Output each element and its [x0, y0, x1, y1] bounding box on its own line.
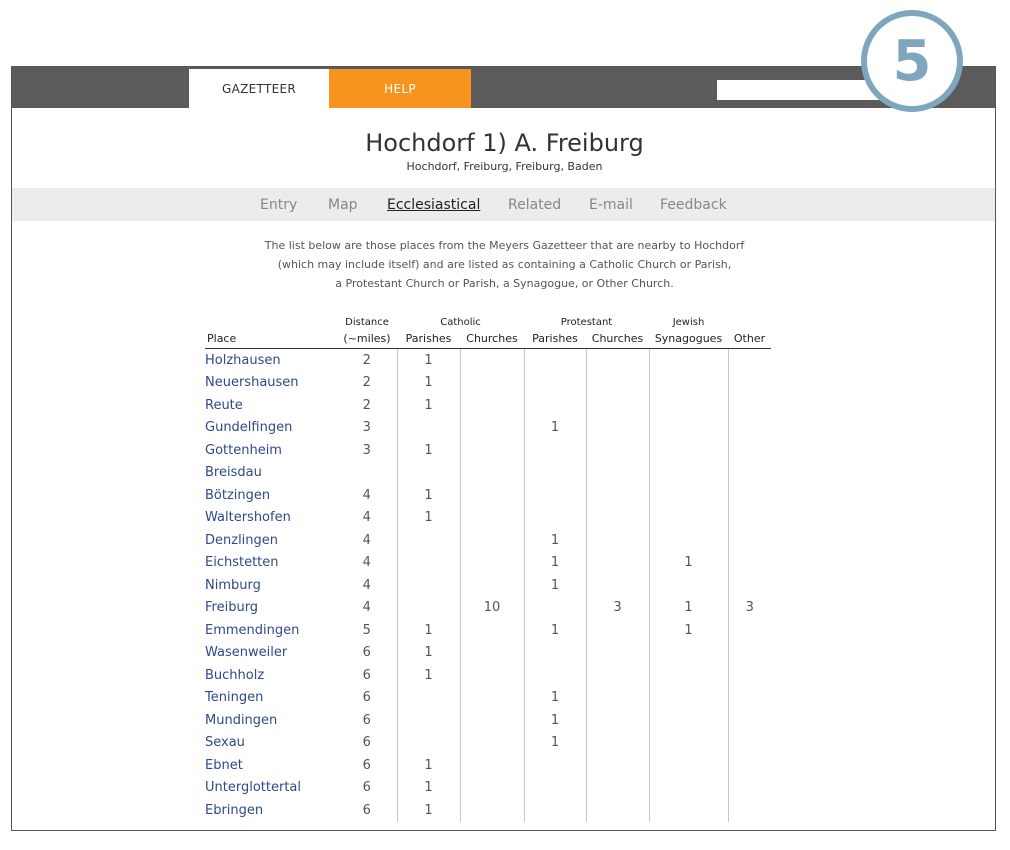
column-header-protestant-churches: Churches: [586, 328, 649, 349]
catholic-parishes-cell: [397, 529, 460, 552]
place-link[interactable]: Mundingen: [205, 712, 278, 728]
catholic-churches-cell: [460, 529, 524, 552]
catholic-churches-cell: [460, 619, 524, 642]
synagogues-cell: 1: [649, 552, 728, 575]
other-cell: [728, 754, 771, 777]
table-row: [205, 529, 771, 552]
catholic-parishes-cell: 1: [397, 394, 460, 417]
protestant-churches-cell: [586, 687, 649, 710]
search-input[interactable]: [717, 80, 887, 100]
place-link[interactable]: Reute: [205, 397, 243, 413]
place-link[interactable]: Unterglottertal: [205, 780, 301, 796]
other-cell: [728, 462, 771, 485]
ecclesiastical-table: [205, 310, 771, 822]
protestant-parishes-cell: [524, 372, 586, 395]
column-header-row: [205, 328, 771, 349]
catholic-parishes-cell: [397, 552, 460, 575]
catholic-churches-cell: [460, 484, 524, 507]
synagogues-cell: [649, 507, 728, 530]
protestant-churches-cell: [586, 799, 649, 822]
catholic-churches-cell: [460, 349, 524, 372]
catholic-parishes-cell: 1: [397, 439, 460, 462]
protestant-churches-cell: [586, 552, 649, 575]
synagogues-cell: [649, 799, 728, 822]
table-row: [205, 777, 771, 800]
protestant-churches-cell: [586, 484, 649, 507]
table-row: [205, 642, 771, 665]
group-header-jewish: Jewish: [672, 317, 705, 328]
distance-cell: 2: [362, 375, 371, 391]
step-number-badge: 5: [861, 10, 963, 112]
section-navigation: [12, 188, 995, 221]
other-cell: 3: [728, 597, 771, 620]
synagogues-cell: [649, 754, 728, 777]
other-cell: [728, 732, 771, 755]
synagogues-cell: [649, 732, 728, 755]
synagogues-cell: [649, 664, 728, 687]
protestant-churches-cell: [586, 732, 649, 755]
catholic-churches-cell: [460, 732, 524, 755]
nav-related[interactable]: Related: [508, 197, 562, 213]
catholic-churches-cell: [460, 799, 524, 822]
protestant-parishes-cell: 1: [524, 552, 586, 575]
protestant-parishes-cell: [524, 597, 586, 620]
other-cell: [728, 574, 771, 597]
catholic-parishes-cell: [397, 462, 460, 485]
distance-cell: 6: [362, 690, 371, 706]
other-cell: [728, 484, 771, 507]
protestant-parishes-cell: [524, 664, 586, 687]
table-row: [205, 619, 771, 642]
place-link[interactable]: Freiburg: [205, 600, 259, 616]
protestant-parishes-cell: 1: [524, 619, 586, 642]
table-row: [205, 799, 771, 822]
column-header-place: Place: [205, 328, 337, 349]
catholic-parishes-cell: [397, 574, 460, 597]
catholic-churches-cell: [460, 777, 524, 800]
place-link[interactable]: Breisdau: [205, 465, 262, 481]
other-cell: [728, 799, 771, 822]
distance-cell: 6: [362, 667, 371, 683]
nav-email[interactable]: E-mail: [589, 197, 633, 213]
distance-cell: 6: [362, 735, 371, 751]
table-row: [205, 394, 771, 417]
protestant-churches-cell: [586, 462, 649, 485]
table-row: [205, 754, 771, 777]
protestant-churches-cell: [586, 642, 649, 665]
place-link[interactable]: Holzhausen: [205, 352, 281, 368]
group-header-row: [205, 310, 771, 328]
synagogues-cell: [649, 462, 728, 485]
catholic-parishes-cell: 1: [397, 754, 460, 777]
table-body: [205, 349, 771, 822]
column-header-synagogues: Synagogues: [649, 328, 728, 349]
distance-cell: 4: [362, 600, 371, 616]
place-link[interactable]: Buchholz: [205, 667, 265, 683]
synagogues-cell: 1: [649, 597, 728, 620]
protestant-parishes-cell: 1: [524, 417, 586, 440]
protestant-churches-cell: [586, 709, 649, 732]
synagogues-cell: [649, 372, 728, 395]
tab-gazetteer[interactable]: GAZETTEER: [189, 69, 329, 108]
nav-ecclesiastical[interactable]: Ecclesiastical: [387, 197, 481, 213]
protestant-parishes-cell: 1: [524, 574, 586, 597]
protestant-churches-cell: [586, 349, 649, 372]
other-cell: [728, 439, 771, 462]
synagogues-cell: [649, 687, 728, 710]
catholic-churches-cell: 10: [460, 597, 524, 620]
group-header-distance: Distance: [345, 317, 389, 328]
distance-cell: 4: [362, 555, 371, 571]
other-cell: [728, 777, 771, 800]
place-link[interactable]: Eichstetten: [205, 555, 279, 571]
synagogues-cell: [649, 439, 728, 462]
catholic-parishes-cell: 1: [397, 642, 460, 665]
place-link[interactable]: Bötzingen: [205, 487, 271, 503]
place-link[interactable]: Neuershausen: [205, 375, 299, 391]
other-cell: [728, 664, 771, 687]
catholic-parishes-cell: [397, 732, 460, 755]
protestant-churches-cell: [586, 394, 649, 417]
table-row: [205, 732, 771, 755]
group-header-catholic: Catholic: [440, 317, 481, 328]
other-cell: [728, 372, 771, 395]
table-row: [205, 507, 771, 530]
nav-entry[interactable]: Entry: [260, 197, 298, 213]
distance-cell: 3: [362, 420, 371, 436]
place-link[interactable]: Teningen: [205, 690, 264, 706]
protestant-churches-cell: [586, 754, 649, 777]
synagogues-cell: [649, 574, 728, 597]
place-link[interactable]: Sexau: [205, 735, 245, 751]
protestant-parishes-cell: [524, 394, 586, 417]
catholic-parishes-cell: [397, 709, 460, 732]
other-cell: [728, 709, 771, 732]
catholic-parishes-cell: [397, 687, 460, 710]
description-line: (which may include itself) and are listed as containing a Catholic Church or Parish,: [277, 258, 732, 271]
top-navigation-bar: [12, 67, 995, 108]
synagogues-cell: [649, 349, 728, 372]
ecclesiastical-table-wrapper: [205, 310, 771, 822]
distance-cell: 4: [362, 510, 371, 526]
distance-cell: 6: [362, 757, 371, 773]
nav-feedback[interactable]: Feedback: [660, 197, 727, 213]
other-cell: [728, 507, 771, 530]
group-header-blank: [728, 310, 771, 328]
description-line: The list below are those places from the Meyers Gazetteer that are nearby to Hochdorf: [264, 239, 745, 252]
protestant-parishes-cell: 1: [524, 529, 586, 552]
protestant-parishes-cell: [524, 799, 586, 822]
page-title: Hochdorf 1) A. Freiburg: [365, 129, 644, 157]
page-subtitle: Hochdorf, Freiburg, Freiburg, Baden: [406, 160, 603, 173]
distance-cell: 6: [362, 712, 371, 728]
catholic-churches-cell: [460, 687, 524, 710]
protestant-parishes-cell: [524, 754, 586, 777]
distance-cell: 3: [362, 442, 371, 458]
catholic-churches-cell: [460, 417, 524, 440]
catholic-parishes-cell: 1: [397, 799, 460, 822]
table-row: [205, 552, 771, 575]
synagogues-cell: [649, 642, 728, 665]
catholic-churches-cell: [460, 754, 524, 777]
distance-cell: 4: [362, 487, 371, 503]
catholic-parishes-cell: [397, 417, 460, 440]
table-row: [205, 709, 771, 732]
protestant-parishes-cell: [524, 507, 586, 530]
protestant-parishes-cell: 1: [524, 732, 586, 755]
synagogues-cell: 1: [649, 619, 728, 642]
protestant-churches-cell: 3: [586, 597, 649, 620]
place-link[interactable]: Wasenweiler: [205, 645, 288, 661]
other-cell: [728, 417, 771, 440]
distance-cell: 6: [362, 780, 371, 796]
protestant-churches-cell: [586, 507, 649, 530]
synagogues-cell: [649, 417, 728, 440]
column-header-catholic-churches: Churches: [460, 328, 524, 349]
other-cell: [728, 552, 771, 575]
place-link[interactable]: Ebnet: [205, 757, 243, 773]
catholic-parishes-cell: 1: [397, 484, 460, 507]
group-header-blank: [205, 310, 337, 328]
distance-cell: 5: [362, 622, 371, 638]
catholic-parishes-cell: 1: [397, 619, 460, 642]
distance-cell: 4: [362, 577, 371, 593]
catholic-churches-cell: [460, 642, 524, 665]
catholic-churches-cell: [460, 439, 524, 462]
protestant-churches-cell: [586, 574, 649, 597]
catholic-parishes-cell: 1: [397, 507, 460, 530]
protestant-parishes-cell: [524, 484, 586, 507]
table-row: [205, 417, 771, 440]
table-row: [205, 372, 771, 395]
protestant-parishes-cell: [524, 642, 586, 665]
catholic-churches-cell: [460, 552, 524, 575]
place-link[interactable]: Ebringen: [205, 802, 264, 818]
place-link[interactable]: Nimburg: [205, 577, 261, 593]
table-row: [205, 462, 771, 485]
other-cell: [728, 619, 771, 642]
protestant-parishes-cell: [524, 439, 586, 462]
catholic-parishes-cell: 1: [397, 372, 460, 395]
protestant-churches-cell: [586, 664, 649, 687]
protestant-parishes-cell: [524, 462, 586, 485]
catholic-churches-cell: [460, 507, 524, 530]
protestant-churches-cell: [586, 529, 649, 552]
protestant-parishes-cell: [524, 349, 586, 372]
synagogues-cell: [649, 709, 728, 732]
protestant-churches-cell: [586, 777, 649, 800]
distance-cell: 2: [362, 397, 371, 413]
tab-help[interactable]: HELP: [329, 69, 471, 108]
catholic-churches-cell: [460, 394, 524, 417]
column-header-protestant-parishes: Parishes: [524, 328, 586, 349]
catholic-churches-cell: [460, 664, 524, 687]
catholic-parishes-cell: 1: [397, 777, 460, 800]
place-link[interactable]: Gottenheim: [205, 442, 282, 458]
column-header-other: Other: [728, 328, 771, 349]
description-line: a Protestant Church or Parish, a Synagogue, or Other Church.: [335, 277, 674, 290]
catholic-parishes-cell: [397, 597, 460, 620]
catholic-churches-cell: [460, 574, 524, 597]
protestant-parishes-cell: 1: [524, 709, 586, 732]
other-cell: [728, 394, 771, 417]
protestant-churches-cell: [586, 372, 649, 395]
catholic-churches-cell: [460, 462, 524, 485]
distance-cell: 4: [362, 532, 371, 548]
catholic-churches-cell: [460, 372, 524, 395]
protestant-churches-cell: [586, 619, 649, 642]
table-row: [205, 484, 771, 507]
protestant-parishes-cell: 1: [524, 687, 586, 710]
table-row: [205, 349, 771, 372]
place-link[interactable]: Emmendingen: [205, 622, 300, 638]
distance-cell: 6: [362, 645, 371, 661]
group-header-protestant: Protestant: [560, 317, 613, 328]
other-cell: [728, 349, 771, 372]
other-cell: [728, 642, 771, 665]
other-cell: [728, 687, 771, 710]
table-row: [205, 664, 771, 687]
synagogues-cell: [649, 484, 728, 507]
column-header-distance: (~miles): [337, 328, 397, 349]
distance-cell: 2: [362, 352, 371, 368]
description: [12, 236, 996, 293]
place-link[interactable]: Denzlingen: [205, 532, 279, 548]
nav-map[interactable]: Map: [328, 197, 358, 213]
synagogues-cell: [649, 394, 728, 417]
protestant-churches-cell: [586, 417, 649, 440]
catholic-parishes-cell: 1: [397, 664, 460, 687]
place-link[interactable]: Waltershofen: [205, 510, 291, 526]
place-link[interactable]: Gundelfingen: [205, 420, 293, 436]
protestant-churches-cell: [586, 439, 649, 462]
synagogues-cell: [649, 777, 728, 800]
distance-cell: [337, 462, 397, 485]
synagogues-cell: [649, 529, 728, 552]
column-header-catholic-parishes: Parishes: [397, 328, 460, 349]
table-row: [205, 597, 771, 620]
table-row: [205, 439, 771, 462]
catholic-churches-cell: [460, 709, 524, 732]
catholic-parishes-cell: 1: [397, 349, 460, 372]
other-cell: [728, 529, 771, 552]
table-row: [205, 574, 771, 597]
table-row: [205, 687, 771, 710]
distance-cell: 6: [362, 802, 371, 818]
protestant-parishes-cell: [524, 777, 586, 800]
browser-page: [11, 66, 996, 831]
